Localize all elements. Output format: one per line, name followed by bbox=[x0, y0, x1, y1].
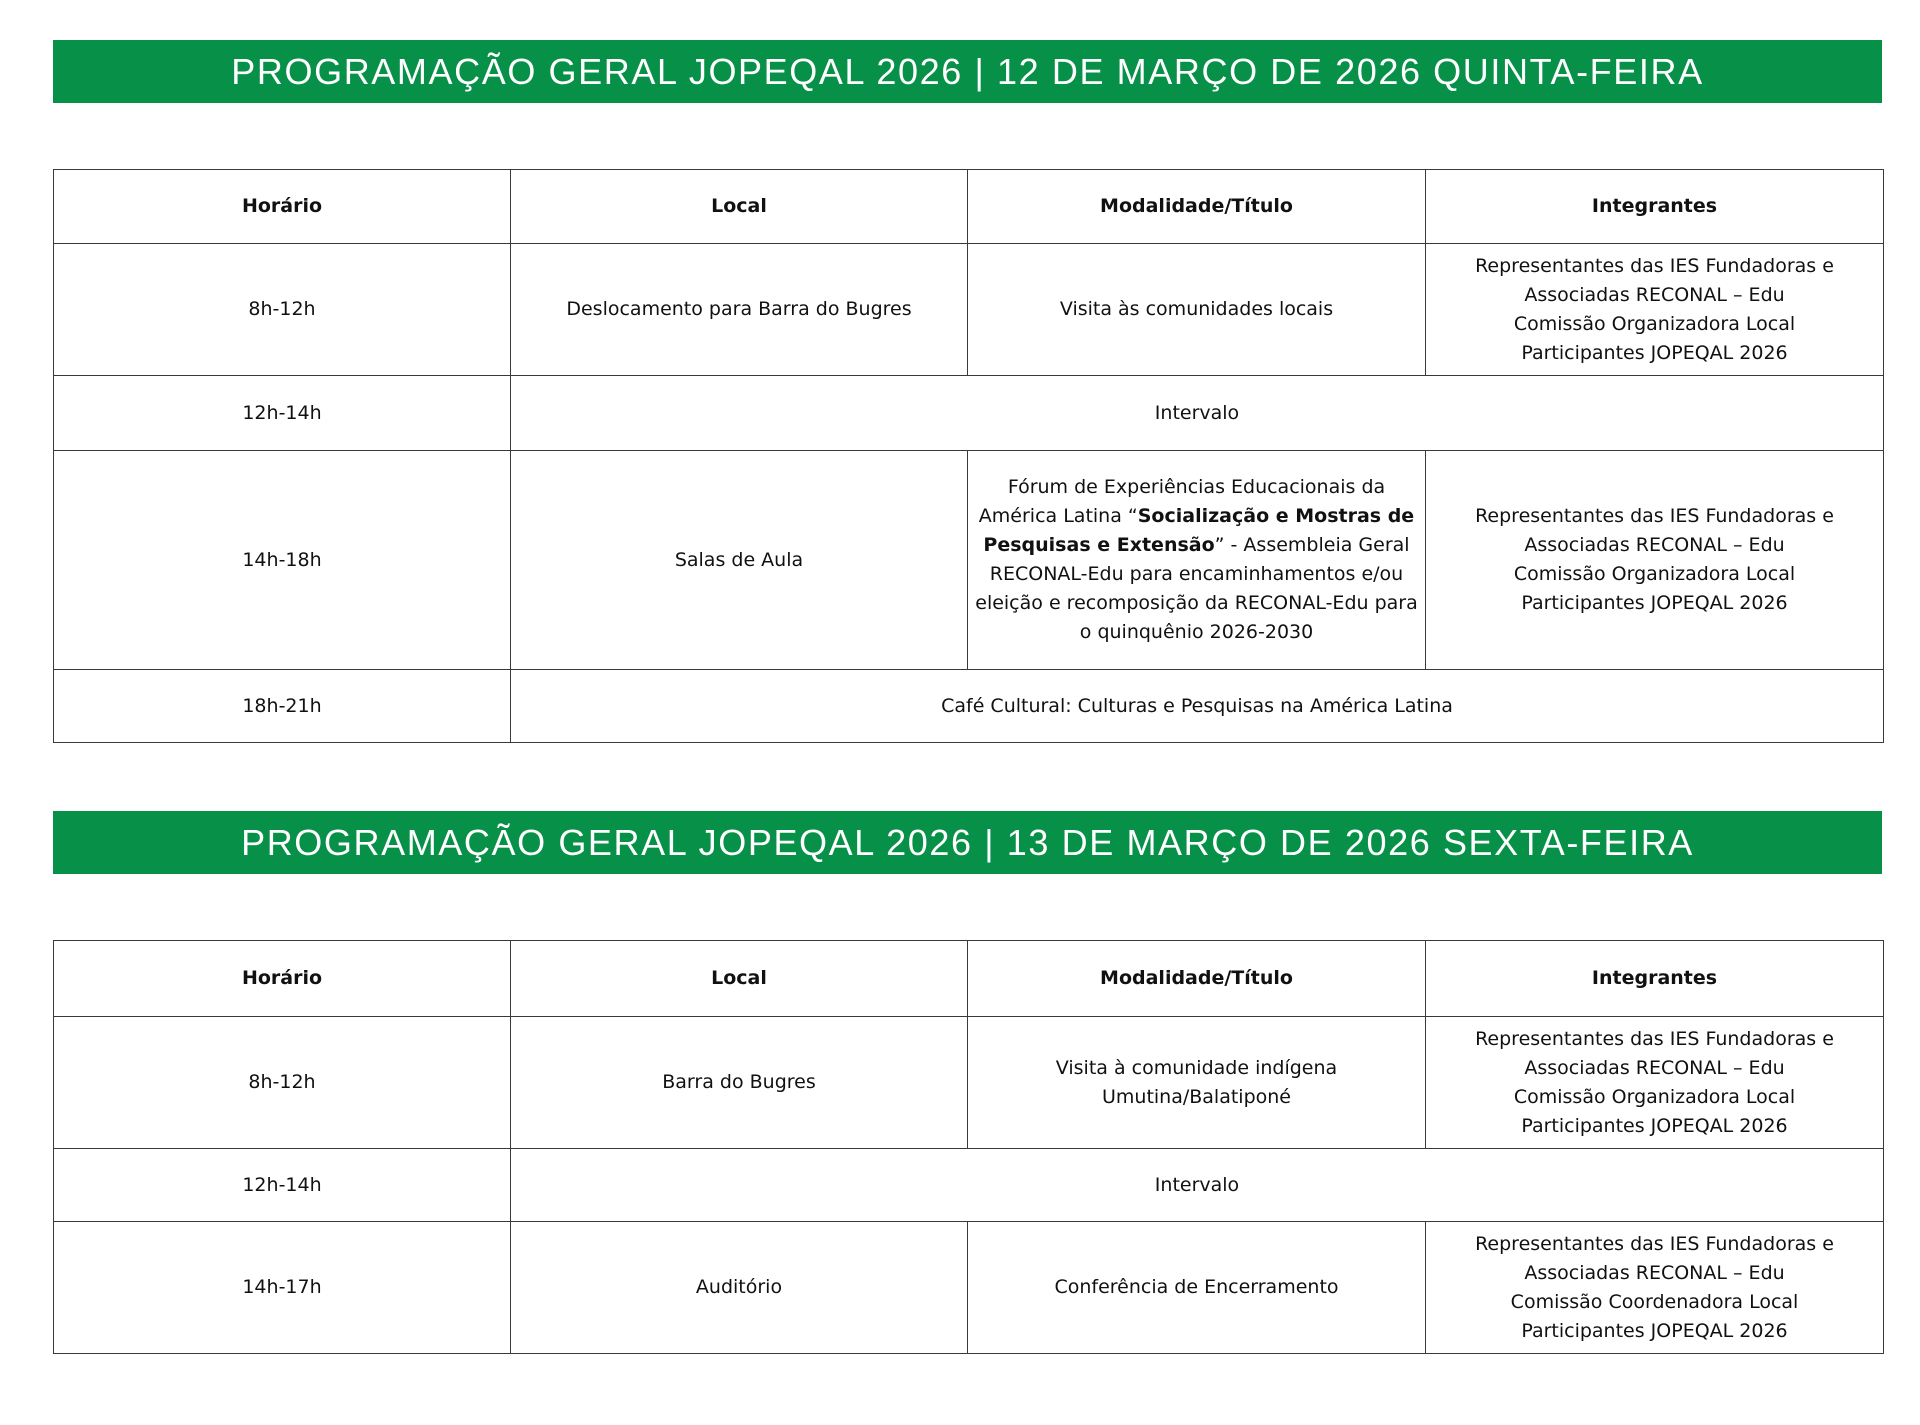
table-row bbox=[54, 244, 1884, 376]
title-line: Umutina/Balatiponé bbox=[1101, 1085, 1292, 1108]
title-text-bold: Socialização e Mostras de Pesquisas e Extensão bbox=[983, 505, 1415, 556]
member-line: Comissão Organizadora Local bbox=[1513, 563, 1796, 585]
time-cell: 12h-14h bbox=[54, 376, 511, 451]
time-cell: 8h-12h bbox=[54, 1017, 511, 1149]
table-row bbox=[54, 1149, 1884, 1222]
day1-banner bbox=[53, 40, 1882, 103]
table-header-row bbox=[54, 941, 1884, 1017]
local-cell: Barra do Bugres bbox=[511, 1017, 968, 1149]
header-integrantes: Integrantes bbox=[1426, 170, 1884, 244]
time-cell: 8h-12h bbox=[54, 244, 511, 376]
members-cell bbox=[1426, 1017, 1884, 1149]
member-line: Representantes das IES Fundadoras e bbox=[1475, 505, 1834, 527]
local-cell: Deslocamento para Barra do Bugres bbox=[511, 244, 968, 376]
member-line: Representantes das IES Fundadoras e bbox=[1475, 1027, 1834, 1050]
member-line: Representantes das IES Fundadoras e bbox=[1475, 1232, 1834, 1255]
local-cell: Salas de Aula bbox=[511, 451, 968, 670]
day2-banner bbox=[53, 811, 1882, 874]
time-cell: 14h-18h bbox=[54, 451, 511, 670]
member-line: Associadas RECONAL – Edu bbox=[1524, 534, 1785, 556]
table-row bbox=[54, 670, 1884, 743]
members-cell bbox=[1426, 1222, 1884, 1354]
table-row bbox=[54, 376, 1884, 451]
header-modalidade: Modalidade/Título bbox=[968, 941, 1426, 1017]
member-line: Participantes JOPEQAL 2026 bbox=[1521, 1319, 1788, 1342]
member-line: Comissão Organizadora Local bbox=[1513, 1085, 1796, 1108]
member-line: Participantes JOPEQAL 2026 bbox=[1521, 341, 1788, 364]
header-horario: Horário bbox=[54, 170, 511, 244]
title-cell bbox=[968, 451, 1426, 670]
member-line: Comissão Organizadora Local bbox=[1513, 312, 1796, 335]
event-cell: Café Cultural: Culturas e Pesquisas na América Latina bbox=[511, 670, 1884, 743]
member-line: Associadas RECONAL – Edu bbox=[1524, 283, 1785, 306]
header-horario: Horário bbox=[54, 941, 511, 1017]
header-modalidade: Modalidade/Título bbox=[968, 170, 1426, 244]
day2-schedule-table bbox=[53, 940, 1884, 1354]
member-line: Comissão Coordenadora Local bbox=[1510, 1290, 1799, 1313]
title-cell: Visita às comunidades locais bbox=[968, 244, 1426, 376]
time-cell: 18h-21h bbox=[54, 670, 511, 743]
table-row bbox=[54, 1017, 1884, 1149]
time-cell: 14h-17h bbox=[54, 1222, 511, 1354]
title-text-post: ” - Assembleia Geral RECONAL-Edu para encaminhamentos e/ou eleição e recomposição da RECONAL-Edu para o quinquênio 2026-2030 bbox=[975, 534, 1418, 643]
header-local: Local bbox=[511, 941, 968, 1017]
table-row bbox=[54, 1222, 1884, 1354]
header-integrantes: Integrantes bbox=[1426, 941, 1884, 1017]
members-cell bbox=[1426, 451, 1884, 670]
title-line: Visita à comunidade indígena bbox=[1055, 1056, 1338, 1079]
table-header-row bbox=[54, 170, 1884, 244]
title-text-pre: Fórum de Experiências Educacionais da América Latina “ bbox=[978, 476, 1386, 527]
member-line: Participantes JOPEQAL 2026 bbox=[1521, 592, 1788, 614]
day1-schedule-table bbox=[53, 169, 1884, 743]
time-cell: 12h-14h bbox=[54, 1149, 511, 1222]
local-cell: Auditório bbox=[511, 1222, 968, 1354]
day2-title: PROGRAMAÇÃO GERAL JOPEQAL 2026 | 13 DE MARÇO DE 2026 SEXTA-FEIRA bbox=[241, 821, 1694, 863]
table-row bbox=[54, 451, 1884, 670]
break-cell: Intervalo bbox=[511, 376, 1884, 451]
member-line: Associadas RECONAL – Edu bbox=[1524, 1261, 1785, 1284]
member-line: Representantes das IES Fundadoras e bbox=[1475, 254, 1834, 277]
members-cell bbox=[1426, 244, 1884, 376]
title-cell: Conferência de Encerramento bbox=[968, 1222, 1426, 1354]
header-local: Local bbox=[511, 170, 968, 244]
day1-title: PROGRAMAÇÃO GERAL JOPEQAL 2026 | 12 DE MARÇO DE 2026 QUINTA-FEIRA bbox=[231, 50, 1704, 92]
member-line: Associadas RECONAL – Edu bbox=[1524, 1056, 1785, 1079]
break-cell: Intervalo bbox=[511, 1149, 1884, 1222]
title-cell bbox=[968, 1017, 1426, 1149]
member-line: Participantes JOPEQAL 2026 bbox=[1521, 1114, 1788, 1137]
